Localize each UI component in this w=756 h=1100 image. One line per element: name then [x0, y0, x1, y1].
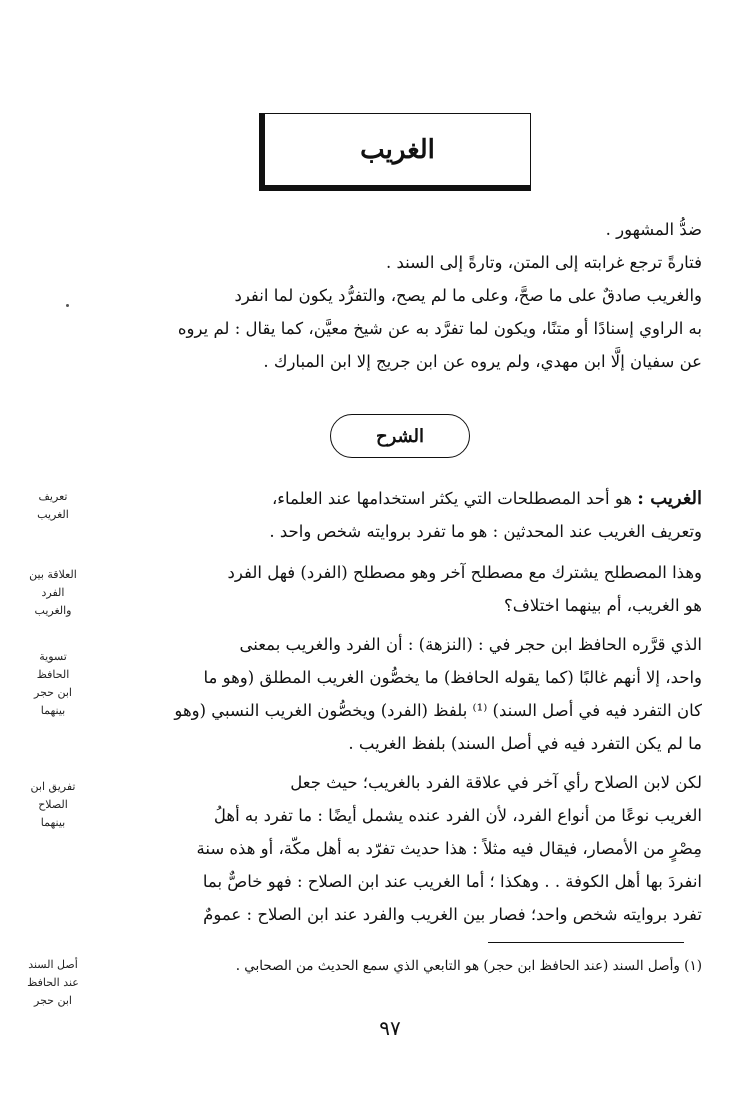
sharh-line: وهذا المصطلح يشترك مع مصطلح آخر وهو مصطلح (الفرد) فهل الفرد [227, 563, 702, 582]
footnote-rule [488, 942, 684, 943]
matn-text [112, 213, 702, 378]
side-note-ibn-salah [22, 778, 84, 832]
matn-line: ضدُّ المشهور . [605, 220, 702, 239]
sharh-line: ما لم يكن التفرد فيه في أصل السند) بلفظ الغريب . [348, 734, 702, 753]
sharh-line: الغريب نوعًا من أنواع الفرد، لأن الفرد عنده يشمل أيضًا : ما تفرد به أهلُ [213, 806, 702, 825]
sharh-line: كان التفرد فيه في أصل السند) ⁽¹⁾ بلفظ (الفرد) ويخصُّون الغريب النسبي (وهو [174, 701, 702, 720]
sharh-line: تفرد بروايته شخص واحد؛ فصار بين الغريب والفرد عند ابن الصلاح : عمومٌ [203, 905, 702, 924]
matn-line: والغريب صادقٌ على ما صحَّ، وعلى ما لم يصح، والتفرُّد يكون لما انفرد [234, 286, 702, 305]
footnote: (١) وأصل السند (عند الحافظ ابن حجر) هو التابعي الذي سمع الحديث من الصحابي . [235, 958, 702, 974]
side-note-line: تعريف [38, 490, 68, 503]
sharh-paragraph-1 [112, 482, 702, 548]
side-note-line: بينهما [40, 816, 66, 829]
side-note-line: الفرد [41, 586, 65, 599]
side-note-asl-sanad [22, 956, 84, 1010]
margin-mark [66, 304, 69, 307]
term-gharib: الغريب : [637, 488, 702, 509]
page-number: ٩٧ [379, 1016, 401, 1040]
sharh-line [112, 482, 702, 515]
sharh-line: مِصْرٍ من الأمصار، فيقال فيه مثلاً : هذا حديث تفرّد به أهل مكّة، أو هذه سنة [196, 839, 702, 858]
side-note-line: ابن حجر [34, 994, 72, 1007]
side-note-line: تفريق ابن [30, 780, 76, 793]
sharh-paragraph-3 [112, 628, 702, 760]
sharh-heading-box [330, 414, 470, 458]
side-note-line: بينهما [40, 704, 66, 717]
side-note-ibn-hajar [22, 648, 84, 720]
matn-line: فتارةً ترجع غرابته إلى المتن، وتارةً إلى السند . [385, 253, 702, 272]
side-note-line: العلاقة بين [29, 568, 77, 581]
sharh-heading: الشرح [375, 425, 425, 447]
side-note-line: عند الحافظ [27, 976, 79, 989]
chapter-title: الغريب [360, 134, 435, 165]
sharh-paragraph-2 [112, 556, 702, 622]
sharh-line: هو الغريب، أم بينهما اختلاف؟ [504, 596, 702, 615]
sharh-line-text: هو أحد المصطلحات التي يكثر استخدامها عند العلماء، [271, 489, 633, 508]
side-note-definition [22, 488, 84, 524]
side-note-relation [22, 566, 84, 620]
matn-line: عن سفيان إلَّا ابن مهدي، ولم يروه عن ابن جريج إلا ابن المبارك . [263, 352, 702, 371]
side-note-line: أصل السند [28, 958, 78, 971]
sharh-line: انفردَ بها أهل الكوفة . . وهكذا ؛ أما الغريب عند ابن الصلاح : فهو خاصٌّ بما [202, 872, 702, 891]
side-note-line: الصلاح [38, 798, 68, 811]
sharh-line: لكن لابن الصلاح رأي آخر في علاقة الفرد بالغريب؛ حيث جعل [290, 773, 702, 792]
sharh-line: وتعريف الغريب عند المحدثين : هو ما تفرد بروايته شخص واحد . [269, 522, 702, 541]
side-note-line: الغريب [37, 508, 69, 521]
side-note-line: ابن حجر [34, 686, 72, 699]
sharh-line: واحد، إلا أنهم غالبًا (كما يقوله الحافظ) ما يخصُّون الغريب المطلق (وهو ما [203, 668, 702, 687]
sharh-line: الذي قرَّره الحافظ ابن حجر في : (النزهة) : أن الفرد والغريب بمعنى [239, 635, 702, 654]
sharh-paragraph-4 [112, 766, 702, 931]
chapter-title-box [259, 113, 531, 191]
matn-line: به الراوي إسنادًا أو متنًا، ويكون لما تفرَّد به عن شيخ معيَّن، كما يقال : لم يروه [177, 319, 702, 338]
side-note-line: والغريب [34, 604, 72, 617]
side-note-line: تسوية الحافظ [36, 650, 70, 681]
